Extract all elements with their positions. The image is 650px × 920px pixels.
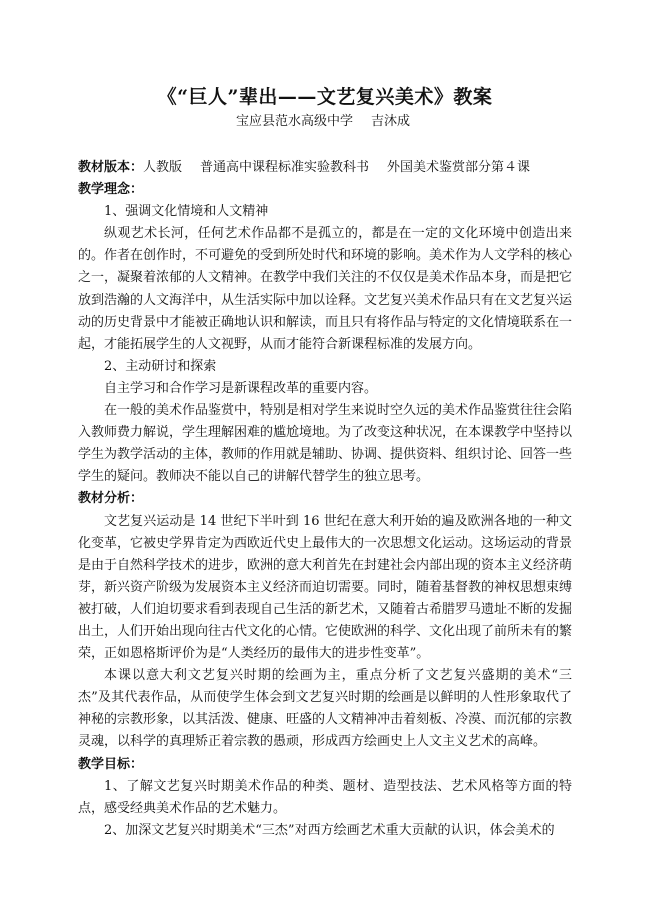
- philosophy-item1-title: 1、强调文化情境和人文精神: [104, 204, 269, 220]
- textbook-label: 教材版本：: [78, 160, 144, 175]
- analysis-para2: 本课以意大利文艺复兴时期的绘画为主，重点分析了文艺复兴盛期的美术“三杰”及其代表作品，从而使学生体会到文艺复兴时期的绘画是以鲜明的人性形象取代了神秘的宗教形象，以其活泼、健康、旺盛的人文精神冲击着刻板、冷漠、而沉郁的宗教灵魂，以科学的真理矫正着宗教的愚顽，形成西方绘画史上人文主义艺术的高峰。: [78, 668, 573, 750]
- textbook-edition: 人教版: [143, 160, 183, 175]
- philosophy-item2-text2: 在一般的美术作品鉴赏中，特别是相对学生来说时空久远的美术作品鉴赏往往会陷入教师费力解说，学生理解困难的尴尬境地。为了改变这种状况，在本课教学中坚持以学生为教学活动的主体，教师的作用就是辅助、协调、提供资料、组织讨论、回答一些学生的疑问。教师决不能以自己的讲解代替学生的独立思考。: [78, 403, 573, 485]
- author-name: 吉沐成: [371, 114, 411, 129]
- textbook-lesson: 外国美术鉴赏部分第４课: [387, 160, 531, 175]
- author-line: [78, 111, 572, 133]
- philosophy-item2-text1: 自主学习和合作学习是新课程改革的重要内容。: [104, 380, 378, 396]
- textbook-series: 普通高中课程标准实验教科书: [200, 160, 370, 175]
- philosophy-item2-title: 2、主动研讨和探索: [104, 358, 217, 374]
- school-name: 宝应县范水高级中学: [236, 114, 354, 129]
- page-title: 《“巨人”辈出——文艺复兴美术》教案: [157, 86, 493, 108]
- document-page: [78, 78, 572, 842]
- philosophy-heading: 教学理念：: [78, 182, 144, 198]
- textbook-info: [78, 157, 572, 179]
- goals-item2: 2、加深文艺复兴时期美术“三杰”对西方绘画艺术重大贡献的认识，体会美术的: [104, 822, 555, 838]
- analysis-heading: 教材分析：: [78, 491, 144, 507]
- analysis-para1: 文艺复兴运动是 14 世纪下半叶到 16 世纪在意大利开始的遍及欧洲各地的一种文化变革，它被史学界肯定为西欧近代史上最伟大的一次思想文化运动。这场运动的背景是由于自然科学技术的进步，欧洲的意大利首先在封建社会内部出现的资本主义经济萌芽，新兴资产阶级为发展资本主义经济而迫切需要。同时，随着基督教的神权思想束缚被打破，人们迫切要求看到表现自己生活的新艺术，又随着古希腊罗马遗址不断的发掘出土，人们开始出现向往古代文化的心情。它使欧洲的科学、文化出现了前所未有的繁荣，正如恩格斯评价为是“人类经历的最伟大的进步性变革”。: [78, 513, 573, 662]
- goals-item1: 1、了解文艺复兴时期美术作品的种类、题材、造型技法、艺术风格等方面的特点，感受经典美术作品的艺术魅力。: [78, 778, 572, 816]
- goals-heading: 教学目标：: [78, 756, 144, 772]
- philosophy-item1-text: 纵观艺术长河，任何艺术作品都不是孤立的，都是在一定的文化环境中创造出来的。作者在创作时，不可避免的受到所处时代和环境的影响。美术作为人文学科的核心之一，凝聚着浓郁的人文精神。在教学中我们关注的不仅仅是美术作品本身，而是把它放到浩瀚的人文海洋中，从生活实际中加以诠释。文艺复兴美术作品只有在文艺复兴运动的历史背景中才能被正确地认识和解读，而且只有将作品与特定的文化情境联系在一起，才能拓展学生的人文视野，从而才能符合新课程标准的发展方向。: [78, 226, 573, 352]
